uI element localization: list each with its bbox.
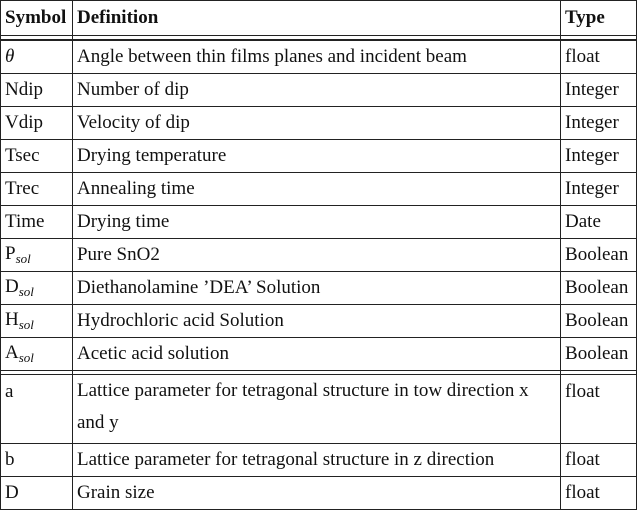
table-header-row (1, 1, 637, 36)
symbol-cell: D (1, 477, 73, 510)
type-cell: Integer (561, 74, 637, 107)
table-row (1, 206, 637, 239)
type-cell: Date (561, 206, 637, 239)
definition-cell: Drying time (72, 206, 560, 239)
table-row (1, 173, 637, 206)
type-cell: Boolean (561, 338, 637, 371)
table-row (1, 239, 637, 272)
symbol-cell (1, 239, 73, 272)
definition-cell: Diethanolamine ’DEA’ Solution (72, 272, 560, 305)
type-cell: Integer (561, 173, 637, 206)
definition-cell: Drying temperature (72, 140, 560, 173)
symbol-base: H (5, 309, 19, 331)
type-cell: float (561, 40, 637, 74)
symbol-cell: a (1, 375, 73, 444)
header-symbol: Symbol (1, 1, 73, 36)
symbol-cell: b (1, 444, 73, 477)
table-row (1, 272, 637, 305)
definition-cell: Lattice parameter for tetragonal structure in z direction (72, 444, 560, 477)
type-cell: float (561, 375, 637, 444)
symbol-cell (1, 338, 73, 371)
symbol-cell: Vdip (1, 107, 73, 140)
header-type: Type (561, 1, 637, 36)
definition-cell: Acetic acid solution (72, 338, 560, 371)
header-definition: Definition (72, 1, 560, 36)
symbol-base: A (5, 342, 19, 364)
table-row (1, 74, 637, 107)
symbol-cell: Tsec (1, 140, 73, 173)
table-row (1, 338, 637, 371)
type-cell: Boolean (561, 239, 637, 272)
definition-cell: Number of dip (72, 74, 560, 107)
table-row (1, 444, 637, 477)
type-cell: Integer (561, 107, 637, 140)
type-cell: Boolean (561, 305, 637, 338)
table-row (1, 140, 637, 173)
symbol-subscript: sol (18, 317, 34, 333)
symbol-base: P (5, 243, 16, 265)
symbol-cell: Trec (1, 173, 73, 206)
symbol-base: D (5, 276, 19, 298)
symbol-subscript: sol (15, 251, 31, 267)
symbol-cell: Ndip (1, 74, 73, 107)
symbol-cell (1, 305, 73, 338)
definition-cell: Grain size (72, 477, 560, 510)
symbol-cell (1, 272, 73, 305)
definition-cell: Pure SnO2 (72, 239, 560, 272)
table-row (1, 40, 637, 74)
definition-cell: Velocity of dip (72, 107, 560, 140)
type-cell: Boolean (561, 272, 637, 305)
symbol-subscript: sol (18, 350, 34, 366)
definition-cell: Annealing time (72, 173, 560, 206)
type-cell: Integer (561, 140, 637, 173)
symbol-subscript: sol (18, 284, 34, 300)
table-row (1, 107, 637, 140)
symbol-cell: θ (1, 40, 73, 74)
definition-cell: Angle between thin films planes and incident beam (72, 40, 560, 74)
type-cell: float (561, 477, 637, 510)
table-row (1, 305, 637, 338)
type-cell: float (561, 444, 637, 477)
definition-cell: Hydrochloric acid Solution (72, 305, 560, 338)
definition-cell: Lattice parameter for tetragonal structure in tow direction x and y (72, 375, 560, 444)
table-row (1, 375, 637, 444)
symbol-cell: Time (1, 206, 73, 239)
